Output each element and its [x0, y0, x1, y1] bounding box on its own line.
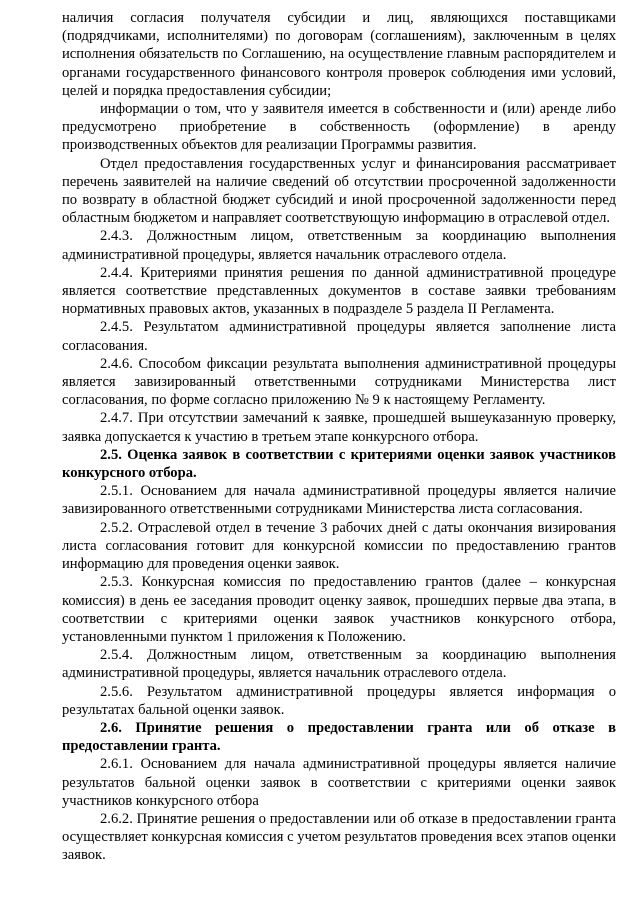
paragraph-2-6-1: 2.6.1. Основанием для начала административной процедуры является наличие результатов бальной оценки заявок в соответствии с критериями оценки заявок участников конкурсного отбора [62, 756, 616, 809]
paragraph-2-5-4: 2.5.4. Должностным лицом, ответственным за координацию выполнения административной процедуры, является начальник отраслевого отдела. [62, 647, 616, 682]
paragraph-2-6-2: 2.6.2. Принятие решения о предоставлении или об отказе в предоставлении гранта осуществляет конкурсная комиссия с учетом результатов проведения всех этапов оценки заявок. [62, 810, 616, 864]
paragraph-2-4-4: 2.4.4. Критериями принятия решения по данной административной процедуре является соответствие представленных документов в составе заявки требованиям нормативных правовых актов, указанных в подразделе 5 раздела II Регламента. [62, 264, 616, 318]
paragraph-consent-condition: наличия согласия получателя субсидии и лиц, являющихся поставщиками (подрядчиками, исполнителями) по договорам (соглашениям), заключенным в целях исполнения обязательств по Соглашению, на осуществление главным распорядителем и органами государственного финансового контроля проверок соблюдения ими условий, целей и порядка предоставления субсидии; [62, 10, 616, 99]
paragraph-2-4-5: 2.4.5. Результатом административной процедуры является заполнение листа согласования. [62, 319, 616, 354]
paragraph-2-5-3: 2.5.3. Конкурсная комиссия по предоставлению грантов (далее – конкурсная комиссия) в день ее заседания проводит оценку заявок, прошедших первые два этапа, в соответствии с критериями оценки заявок участников конкурсного отбора, установленными пунктом 1 приложения к Положению. [62, 574, 616, 645]
paragraph-2-4-7: 2.4.7. При отсутствии замечаний к заявке, прошедшей вышеуказанную проверку, заявка допускается к участию в третьем этапе конкурсного отбора. [62, 410, 616, 445]
paragraph-2-4-3: 2.4.3. Должностным лицом, ответственным за координацию выполнения административной процедуры, является начальник отраслевого отдела. [62, 228, 616, 263]
paragraph-2-4-6: 2.4.6. Способом фиксации результата выполнения административной процедуры является завизированный ответственными сотрудниками Министерства лист согласования, по форме согласно приложению № 9 к настоящему Регламенту. [62, 355, 616, 409]
section-heading-2-6: 2.6. Принятие решения о предоставлении гранта или об отказе в предоставлении гранта. [62, 719, 616, 755]
paragraph-property-info: информации о том, что у заявителя имеется в собственности и (или) аренде либо предусмотрено приобретение в собственность (оформление) в аренду производственных объектов для реализации Программы развития. [62, 101, 616, 154]
paragraph-finance-department-check: Отдел предоставления государственных услуг и финансирования рассматривает перечень заявителей на наличие сведений об отсутствии просроченной задолженности по возврату в областной бюджет субсидий и иной просроченной задолженности перед областным бюджетом и направляет соответствующую информацию в отраслевой отдел. [62, 155, 616, 227]
paragraph-2-5-1: 2.5.1. Основанием для начала административной процедуры является наличие завизированного ответственными сотрудниками Министерства листа согласования. [62, 483, 616, 518]
paragraph-2-5-2: 2.5.2. Отраслевой отдел в течение 3 рабочих дней с даты окончания визирования листа согласования готовит для конкурсной комиссии по предоставлению грантов информацию для проведения оценки заявок. [62, 519, 616, 573]
paragraph-2-5-6: 2.5.6. Результатом административной процедуры является информация о результатах бальной оценки заявок. [62, 683, 616, 718]
section-heading-2-5: 2.5. Оценка заявок в соответствии с критериями оценки заявок участников конкурсного отбора. [62, 446, 616, 482]
